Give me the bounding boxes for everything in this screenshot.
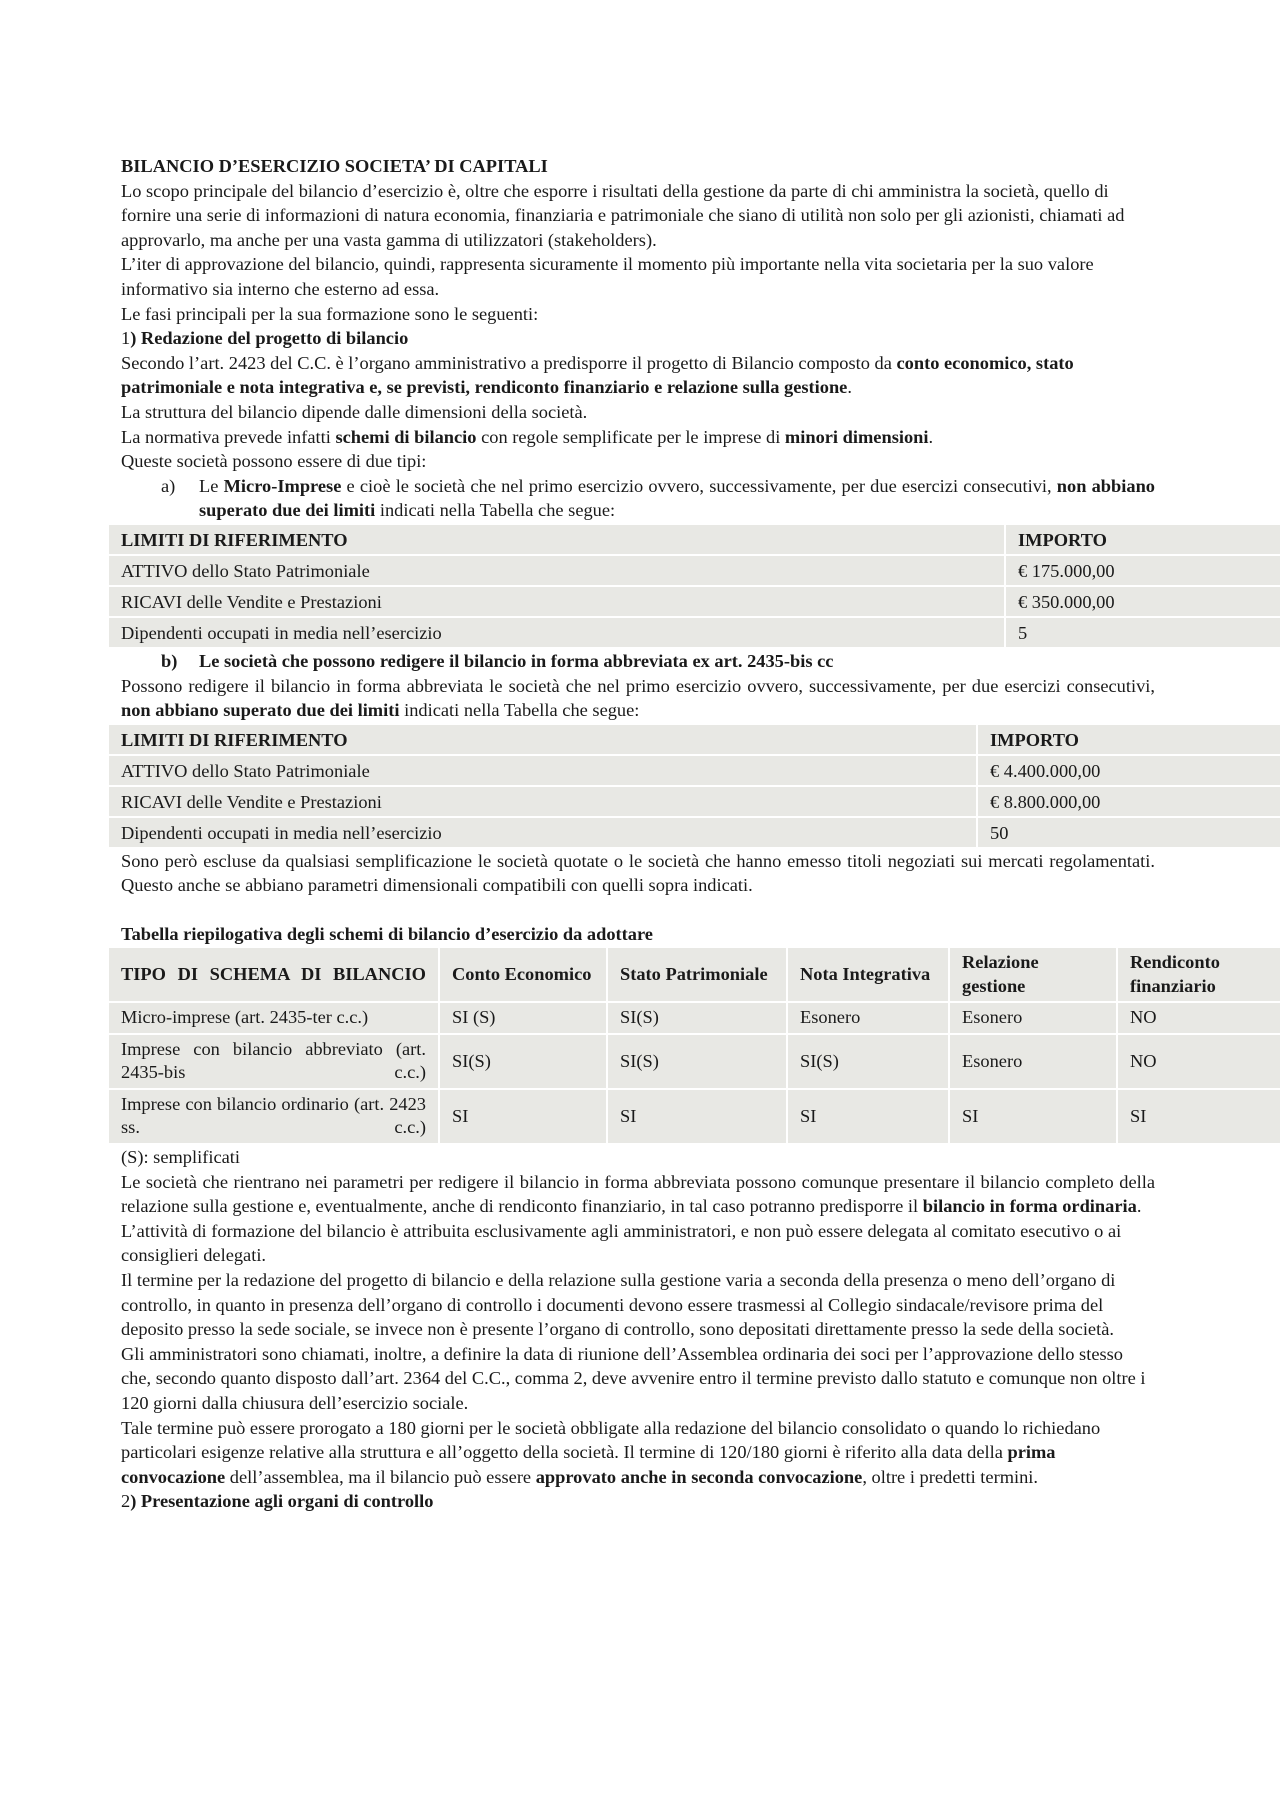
table-cell: € 175.000,00 <box>1004 556 1280 585</box>
legend-note: (S): semplificati <box>121 1146 241 1167</box>
table-header-cell: LIMITI DI RIFERIMENTO <box>109 525 1004 554</box>
redazione-paragraph: Secondo l’art. 2423 del C.C. è l’organo amministrativo a predisporre il progetto di Bilancio composto da conto economico, stato patrimoniale e nota integrativa e, se previsti, rendiconto finanziario e relazione sulla gestione. <box>121 352 1074 398</box>
list-item-a <box>121 474 1155 523</box>
possono-paragraph: Possono redigere il bilancio in forma abbreviata le società che nel primo esercizio ovvero, successivamente, per due esercizi consecutivi, non abbiano superato due dei limiti indicati nella Tabella che segue: <box>121 675 1155 721</box>
table-row <box>109 1003 1280 1033</box>
table-row <box>109 587 1280 616</box>
table-cell: SI(S) <box>606 1003 786 1033</box>
intro-paragraph-1: Lo scopo principale del bilancio d’esercizio è, oltre che esporre i risultati della gestione da parte di chi amministra la società, quello di fornire una serie di informazioni di natura economia, finanziaria e patrimoniale che siano di utilità non solo per gli azionisti, chiamati ad approvarlo, ma anche per una vasta gamma di utilizzatori (stakeholders). <box>121 180 1125 250</box>
table-cell: ATTIVO dello Stato Patrimoniale <box>109 756 976 785</box>
table-cell: 50 <box>976 818 1280 847</box>
amministratori-paragraph: Gli amministratori sono chiamati, inoltre, a definire la data di riunione dell’Assemblea ordinaria dei soci per l’approvazione dello stesso che, secondo quanto disposto dall’art. 2364 del C.C., comma 2, deve avvenire entro il termine previsto dallo statuto e comunque non oltre i 120 giorni dalla chiusura dell’esercizio sociale. <box>121 1343 1146 1413</box>
table-cell: 5 <box>1004 618 1280 647</box>
intro-paragraph-3: Le fasi principali per la sua formazione sono le seguenti: <box>121 303 539 324</box>
table-cell: Esonero <box>948 1003 1116 1033</box>
table-row <box>109 1090 1280 1143</box>
table-cell: Esonero <box>786 1003 948 1033</box>
table-header-cell: IMPORTO <box>976 725 1280 754</box>
table-header-row <box>109 525 1280 554</box>
table-header-row <box>109 725 1280 754</box>
table-cell: Esonero <box>948 1035 1116 1088</box>
table-header-cell: Relazione gestione <box>948 948 1116 1001</box>
table-row <box>109 756 1280 785</box>
table-header-cell: Conto Economico <box>438 948 606 1001</box>
table-cell: SI <box>606 1090 786 1143</box>
table-row <box>109 556 1280 585</box>
table-cell: SI(S) <box>438 1035 606 1088</box>
table-cell: SI (S) <box>438 1003 606 1033</box>
table-header-cell: IMPORTO <box>1004 525 1280 554</box>
table-header-cell: Nota Integrativa <box>786 948 948 1001</box>
table-cell: Imprese con bilancio abbreviato (art. 2435-bis c.c.) <box>109 1035 438 1088</box>
table-cell: SI <box>786 1090 948 1143</box>
list-label-b: b) <box>161 650 178 671</box>
table-cell: Micro-imprese (art. 2435-ter c.c.) <box>109 1003 438 1033</box>
struttura-paragraph: La struttura del bilancio dipende dalle dimensioni della società. <box>121 401 588 422</box>
table-row <box>109 1035 1280 1088</box>
table-row <box>109 618 1280 647</box>
table-row <box>109 818 1280 847</box>
table-cell: RICAVI delle Vendite e Prestazioni <box>109 787 976 816</box>
table-header-cell: TIPO DI SCHEMA DI BILANCIO <box>109 948 438 1001</box>
table-cell: SI(S) <box>786 1035 948 1088</box>
step-1-heading: 1) Redazione del progetto di bilancio <box>121 328 409 349</box>
table-cell: Dipendenti occupati in media nell’esercizio <box>109 818 976 847</box>
table-cell: SI <box>1116 1090 1280 1143</box>
table-cell: SI(S) <box>606 1035 786 1088</box>
table-header-cell: Stato Patrimoniale <box>606 948 786 1001</box>
table-abbreviated-limits <box>109 723 1280 849</box>
table-cell: NO <box>1116 1003 1280 1033</box>
escluse-paragraph: Sono però escluse da qualsiasi semplificazione le società quotate o le società che hanno emesso titoli negoziati sui mercati regolamentati. Questo anche se abbiano parametri dimensionali compatibili con quelli sopra indicati. <box>121 850 1155 896</box>
table-cell: SI <box>948 1090 1116 1143</box>
rientrano-paragraph: Le società che rientrano nei parametri per redigere il bilancio in forma abbreviata possono comunque presentare il bilancio completo della relazione sulla gestione e, eventualmente, anche di rendiconto finanziario, in tal caso potranno predisporre il bilancio in forma ordinaria. <box>121 1171 1155 1217</box>
table-header-cell: Rendiconto finanziario <box>1116 948 1280 1001</box>
table-cell: ATTIVO dello Stato Patrimoniale <box>109 556 1004 585</box>
queste-paragraph: Queste società possono essere di due tipi: <box>121 451 427 472</box>
document-title: BILANCIO D’ESERCIZIO SOCIETA’ DI CAPITALI <box>121 156 548 176</box>
table-cell: SI <box>438 1090 606 1143</box>
table-cell: NO <box>1116 1035 1280 1088</box>
table-row <box>109 787 1280 816</box>
table-cell: € 350.000,00 <box>1004 587 1280 616</box>
table-cell: Imprese con bilancio ordinario (art. 2423 ss. c.c.) <box>109 1090 438 1143</box>
table-cell: RICAVI delle Vendite e Prestazioni <box>109 587 1004 616</box>
document-page <box>121 154 1220 1514</box>
table-header-row <box>109 948 1280 1001</box>
termine-paragraph: Il termine per la redazione del progetto di bilancio e della relazione sulla gestione varia a seconda della presenza o meno dell’organo di controllo, in quanto in presenza dell’organo di controllo i documenti devono essere trasmessi al Collegio sindacale/revisore prima del deposito presso la sede sociale, se invece non è presente l’organo di controllo, sono depositati direttamente presso la sede della società. <box>121 1269 1116 1340</box>
list-text-b: Le società che possono redigere il bilancio in forma abbreviata ex art. 2435-bis cc <box>199 650 834 671</box>
table-cell: € 4.400.000,00 <box>976 756 1280 785</box>
step-2-heading: 2) Presentazione agli organi di controllo <box>121 1491 434 1512</box>
attivita-paragraph: L’attività di formazione del bilancio è attribuita esclusivamente agli amministratori, e non può essere delegata al comitato esecutivo o ai consiglieri delegati. <box>121 1220 1122 1266</box>
table-caption: Tabella riepilogativa degli schemi di bilancio d’esercizio da adottare <box>121 923 653 944</box>
table-cell: € 8.800.000,00 <box>976 787 1280 816</box>
intro-paragraph-2: L’iter di approvazione del bilancio, quindi, rappresenta sicuramente il momento più importante nella vita societaria per la suo valore informativo sia interno che esterno ad essa. <box>121 254 1094 299</box>
list-item-b <box>121 649 1155 674</box>
table-header-cell: LIMITI DI RIFERIMENTO <box>109 725 976 754</box>
table-summary-schemes <box>109 946 1280 1145</box>
list-label-a: a) <box>161 475 176 496</box>
table-micro-limits <box>109 523 1280 649</box>
table-cell: Dipendenti occupati in media nell’esercizio <box>109 618 1004 647</box>
list-text-a: Le Micro-Imprese e cioè le società che nel primo esercizio ovvero, successivamente, per due esercizi consecutivi, non abbiano superato due dei limiti indicati nella Tabella che segue: <box>199 475 1155 521</box>
prorogato-paragraph: Tale termine può essere prorogato a 180 giorni per le società obbligate alla redazione del bilancio consolidato o quando lo richiedano particolari esigenze relative alla struttura e all’oggetto della società. Il termine di 120/180 giorni è riferito alla data della prima convocazione dell’assemblea, ma il bilancio può essere approvato anche in seconda convocazione, oltre i predetti termini. <box>121 1417 1101 1487</box>
normativa-paragraph: La normativa prevede infatti schemi di bilancio con regole semplificate per le imprese di minori dimensioni. <box>121 426 934 447</box>
